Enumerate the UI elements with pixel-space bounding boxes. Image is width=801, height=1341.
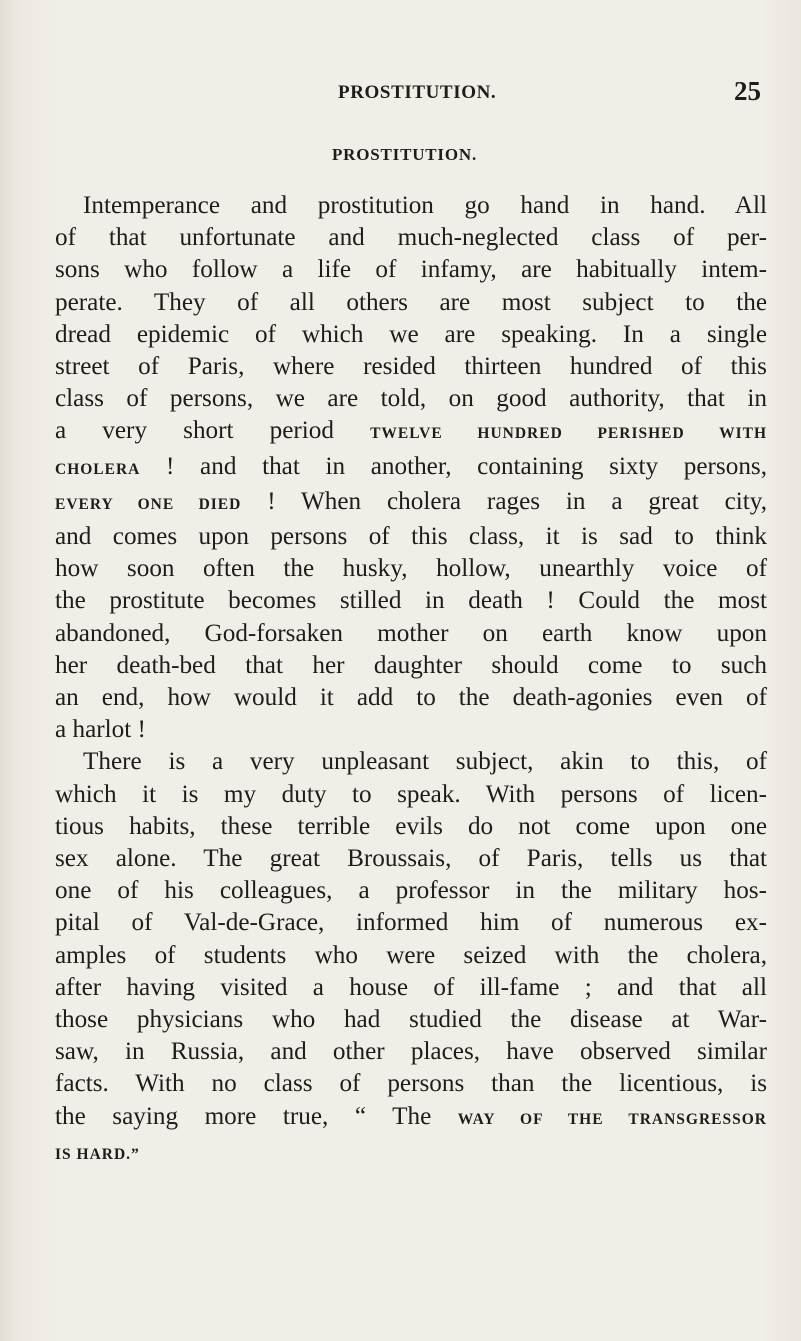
text-line: saw, in Russia, and other places, have observed similar bbox=[55, 1038, 767, 1066]
text-line: one of his colleagues, a professor in the military hos- bbox=[55, 877, 767, 905]
text-run: a very short period bbox=[55, 417, 334, 445]
page-number: 25 bbox=[734, 76, 761, 106]
text-line: a harlot ! bbox=[55, 716, 146, 744]
text-line: and comes upon persons of this class, it is sad to think bbox=[55, 523, 767, 551]
text-run: the saying more true, “ The bbox=[55, 1102, 432, 1130]
text-line: pital of Val-de-Grace, informed him of numerous ex- bbox=[55, 909, 767, 937]
text-line: after having visited a house of ill-fame ; and that all bbox=[55, 973, 767, 1001]
emphasis-text: WAY OF THE TRANSGRESSOR bbox=[457, 1110, 768, 1128]
text-run: ! When cholera rages in a great city, bbox=[267, 487, 768, 515]
body-text bbox=[55, 190, 767, 1171]
section-title: PROSTITUTION. bbox=[331, 145, 477, 164]
text-run: ! and that in another, containing sixty persons, bbox=[166, 452, 768, 480]
text-line: abandoned, God-forsaken mother on earth know upon bbox=[55, 619, 767, 647]
running-head bbox=[338, 76, 761, 110]
text-line: the prostitute becomes stilled in death ! Could the most bbox=[55, 587, 767, 615]
text-line: street of Paris, where resided thirteen hundred of this bbox=[55, 353, 767, 381]
text-line: an end, how would it add to the death-agonies even of bbox=[55, 684, 767, 712]
text-line: class of persons, we are told, on good authority, that in bbox=[55, 385, 767, 413]
emphasis-text: TWELVE HUNDRED PERISHED WITH bbox=[370, 425, 768, 443]
text-line: facts. With no class of persons than the licentious, is bbox=[55, 1070, 767, 1098]
emphasis-text: CHOLERA bbox=[55, 460, 141, 478]
text-line bbox=[55, 451, 767, 486]
text-line bbox=[55, 486, 767, 521]
running-title: PROSTITUTION. bbox=[338, 82, 497, 103]
text-line: tious habits, these terrible evils do not come upon one bbox=[55, 812, 767, 840]
text-line: those physicians who had studied the disease at War- bbox=[55, 1006, 767, 1034]
emphasis-text: EVERY ONE DIED bbox=[55, 495, 242, 513]
text-line bbox=[55, 415, 767, 450]
text-line bbox=[55, 1136, 767, 1171]
text-line bbox=[55, 1101, 767, 1136]
text-line: sex alone. The great Broussais, of Paris, tells us that bbox=[55, 845, 767, 873]
text-line: Intemperance and prostitution go hand in hand. All bbox=[83, 192, 767, 219]
text-line: of that unfortunate and much-neglected class of per- bbox=[55, 224, 767, 252]
emphasis-text: IS HARD.” bbox=[55, 1145, 140, 1163]
text-line: perate. They of all others are most subject to the bbox=[55, 288, 767, 316]
text-line: There is a very unpleasant subject, akin to this, of bbox=[83, 748, 767, 776]
text-line: which it is my duty to speak. With persons of licen- bbox=[55, 780, 767, 808]
text-line: dread epidemic of which we are speaking. In a single bbox=[55, 320, 767, 348]
text-line: how soon often the husky, hollow, unearthly voice of bbox=[55, 555, 767, 583]
text-line: sons who follow a life of infamy, are habitually intem- bbox=[55, 256, 767, 284]
text-line: her death-bed that her daughter should come to such bbox=[55, 651, 767, 679]
text-line: amples of students who were seized with the cholera, bbox=[55, 941, 767, 969]
